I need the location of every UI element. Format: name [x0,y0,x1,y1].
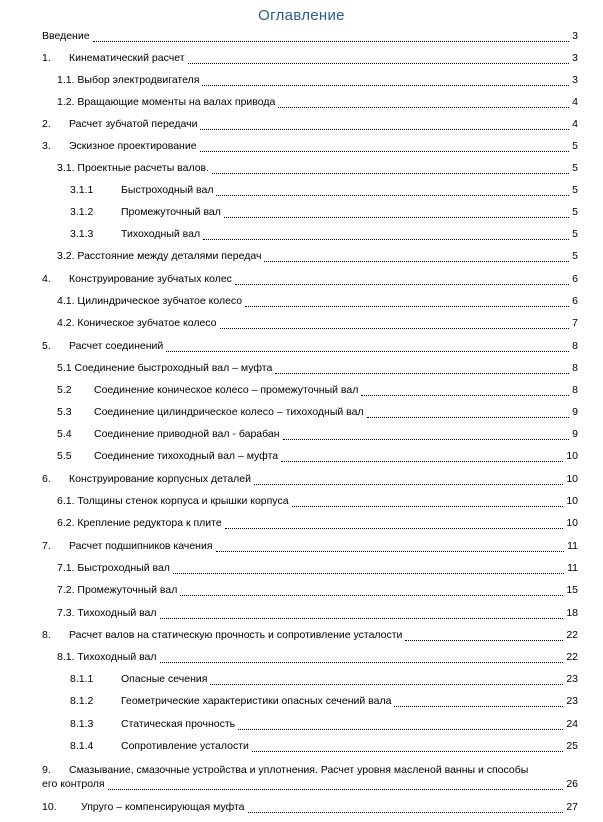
toc-entry[interactable] [0,695,603,715]
toc-entry-text-continuation: его контроля [42,778,105,790]
toc-entry-number: 5.2 [57,384,72,396]
toc-page-number: 5 [572,184,578,196]
toc-entry-text: 6.1. Толщины стенок корпуса и крышки корпуса [57,495,289,507]
toc-page-number: 5 [572,162,578,174]
toc-leader-dots [212,173,569,174]
toc-title: Оглавление [258,7,345,24]
toc-entry[interactable] [0,718,603,738]
toc-leader-dots [264,261,569,262]
toc-entry-number: 5.4 [57,428,72,440]
toc-leader-dots [394,706,563,707]
toc-leader-dots [166,351,569,352]
toc-leader-dots [278,107,569,108]
toc-entry[interactable] [0,473,603,493]
toc-page-number: 23 [566,695,578,707]
toc-leader-dots [248,812,563,813]
toc-entry[interactable] [0,428,603,448]
toc-entry[interactable] [0,74,603,94]
toc-entry[interactable] [0,384,603,404]
toc-entry[interactable] [0,764,603,790]
toc-leader-dots [173,573,564,574]
toc-entry-number: 3.1.2 [70,206,94,218]
toc-page-number: 9 [572,428,578,440]
toc-entry-number: 6. [42,473,51,485]
toc-entry-text: 1.1. Выбор электродвигателя [57,74,200,86]
toc-leader-dots [210,684,563,685]
toc-entry-number: 5.3 [57,406,72,418]
toc-entry[interactable] [0,317,603,337]
toc-leader-dots [108,789,563,790]
toc-page-number: 10 [566,517,578,529]
toc-leader-dots [254,484,563,485]
toc-leader-dots [188,63,569,64]
toc-entry-text: Смазывание, смазочные устройства и уплотнения. Расчет уровня масленой ванны и способы [69,764,529,776]
toc-entry-text: Соединение коническое колесо – промежуточный вал [94,384,359,396]
toc-entry-text: Конструирование зубчатых колес [69,273,232,285]
toc-entry-text: Расчет зубчатой передачи [69,118,198,130]
toc-entry-number: 1. [42,52,51,64]
toc-entry-number: 4. [42,273,51,285]
toc-entry-text: Расчет соединений [69,340,164,352]
toc-entry[interactable] [0,584,603,604]
toc-page-number: 11 [567,540,578,552]
toc-page-number: 6 [572,273,578,285]
toc-entry-text: 1.2. Вращающие моменты на валах привода [57,96,276,108]
toc-entry-number: 10. [42,801,57,813]
toc-entry[interactable] [0,362,603,382]
toc-entry-text: 5.1 Соединение быстроходный вал – муфта [57,362,273,374]
toc-entry[interactable] [0,118,603,138]
toc-entry[interactable] [0,184,603,204]
toc-entry[interactable] [0,340,603,360]
toc-entry-text: Расчет валов на статическую прочность и сопротивление усталости [69,629,403,641]
toc-entry-text: Промежуточный вал [121,206,221,218]
toc-entry[interactable] [0,651,603,671]
toc-entry[interactable] [0,801,603,821]
toc-entry[interactable] [0,495,603,515]
toc-page-number: 9 [572,406,578,418]
toc-entry-text: Кинематический расчет [69,52,185,64]
toc-entry[interactable] [0,96,603,116]
toc-page-number: 5 [572,206,578,218]
toc-leader-dots [281,461,563,462]
toc-entry[interactable] [0,295,603,315]
toc-page-number: 5 [572,140,578,152]
toc-leader-dots [361,395,569,396]
toc-page-number: 10 [566,473,578,485]
toc-page-number: 7 [572,317,578,329]
toc-entry[interactable] [0,30,603,50]
toc-entry[interactable] [0,140,603,160]
toc-page-number: 15 [566,584,578,596]
toc-entry[interactable] [0,406,603,426]
toc-entry-text: Введение [42,30,90,42]
toc-page-number: 25 [566,740,578,752]
toc-entry-text: 7.1. Быстроходный вал [57,562,170,574]
toc-leader-dots [245,306,569,307]
toc-leader-dots [220,328,569,329]
toc-leader-dots [238,729,563,730]
toc-entry-text: 4.2. Коническое зубчатое колесо [57,317,217,329]
toc-leader-dots [202,85,569,86]
toc-leader-dots [292,506,563,507]
toc-entry-text: Тихоходный вал [121,228,201,240]
toc-leader-dots [224,217,569,218]
toc-page-number: 23 [566,673,578,685]
toc-page-number: 3 [572,30,578,42]
toc-entry-text: 6.2. Крепление редуктора к плите [57,517,222,529]
toc-leader-dots [283,439,569,440]
toc-entry[interactable] [0,517,603,537]
toc-entry[interactable] [0,629,603,649]
toc-entry-text: Расчет подшипников качения [69,540,213,552]
toc-entry[interactable] [0,52,603,72]
toc-entry-text: Упруго – компенсирующая муфта [81,801,245,813]
toc-leader-dots [225,528,563,529]
toc-leader-dots [93,41,569,42]
toc-leader-dots [180,595,563,596]
toc-leader-dots [216,551,564,552]
toc-entry-number: 7. [42,540,51,552]
toc-leader-dots [235,284,569,285]
toc-entry-number: 3.1.1 [70,184,94,196]
toc-entry-number: 3.1.3 [70,228,94,240]
toc-entry-text: 4.1. Цилиндрическое зубчатое колесо [57,295,243,307]
toc-leader-dots [200,129,569,130]
toc-leader-dots [200,151,569,152]
toc-page-number: 3 [572,52,578,64]
toc-page-number: 4 [572,96,578,108]
toc-entry-number: 8. [42,629,51,641]
toc-leader-dots [252,751,563,752]
toc-page-number: 3 [572,74,578,86]
toc-page-number: 10 [566,495,578,507]
toc-entry[interactable] [0,540,603,560]
toc-entry-text: 3.2. Расстояние между деталями передач [57,250,262,262]
toc-entry[interactable] [0,228,603,248]
toc-entry[interactable] [0,250,603,270]
toc-entry[interactable] [0,450,603,470]
toc-leader-dots [160,662,563,663]
toc-page-number: 10 [566,450,578,462]
toc-entry[interactable] [0,206,603,226]
toc-entry-number: 8.1.1 [70,673,94,685]
toc-entry-text: Соединение тихоходный вал – муфта [94,450,279,462]
toc-entry-text: 8.1. Тихоходный вал [57,651,157,663]
toc-entry-text: Опасные сечения [121,673,208,685]
toc-page-number: 4 [572,118,578,130]
toc-entry-text: Быстроходный вал [121,184,214,196]
toc-entry[interactable] [0,162,603,182]
toc-entry-text: Эскизное проектирование [69,140,197,152]
toc-page-number: 22 [566,629,578,641]
toc-entry[interactable] [0,740,603,760]
toc-entry[interactable] [0,607,603,627]
toc-leader-dots [216,195,569,196]
toc-page-number: 5 [572,228,578,240]
toc-page-number: 24 [566,718,578,730]
toc-leader-dots [160,618,563,619]
toc-entry-text: Конструирование корпусных деталей [69,473,252,485]
toc-leader-dots [405,640,563,641]
toc-page-number: 8 [572,340,578,352]
toc-page-number: 26 [566,778,578,790]
toc-page-number: 8 [572,384,578,396]
toc-entry-number: 5. [42,340,51,352]
toc-page-number: 18 [566,607,578,619]
toc-entry-number: 5.5 [57,450,72,462]
toc-page-number: 5 [572,250,578,262]
toc-entry-number: 8.1.3 [70,718,94,730]
toc-entry-text: Соединение цилиндрическое колесо – тихоходный вал [94,406,364,418]
toc-entry-text: Статическая прочность [121,718,236,730]
toc-entry-number: 2. [42,118,51,130]
toc-entry-text: Соединение приводной вал - барабан [94,428,280,440]
toc-entry-number: 8.1.2 [70,695,94,707]
toc-page-number: 22 [566,651,578,663]
toc-leader-dots [275,373,569,374]
toc-page-number: 27 [566,801,578,813]
toc-entry-text: 7.3. Тихоходный вал [57,607,157,619]
toc-leader-dots [203,239,569,240]
toc-leader-dots [367,417,569,418]
toc-entry-text: 3.1. Проектные расчеты валов. [57,162,210,174]
toc-page-number: 8 [572,362,578,374]
toc-entry-text: 7.2. Промежуточный вал [57,584,178,596]
toc-entry-text: Геометрические характеристики опасных сечений вала [121,695,392,707]
toc-page-number: 6 [572,295,578,307]
toc-entry[interactable] [0,273,603,293]
toc-entry-text: Сопротивление усталости [121,740,249,752]
toc-entry-number: 8.1.4 [70,740,94,752]
toc-page-number: 11 [567,562,578,574]
toc-entry[interactable] [0,562,603,582]
toc-entry-number: 3. [42,140,51,152]
toc-entry-number: 9. [42,764,51,776]
toc-entry[interactable] [0,673,603,693]
